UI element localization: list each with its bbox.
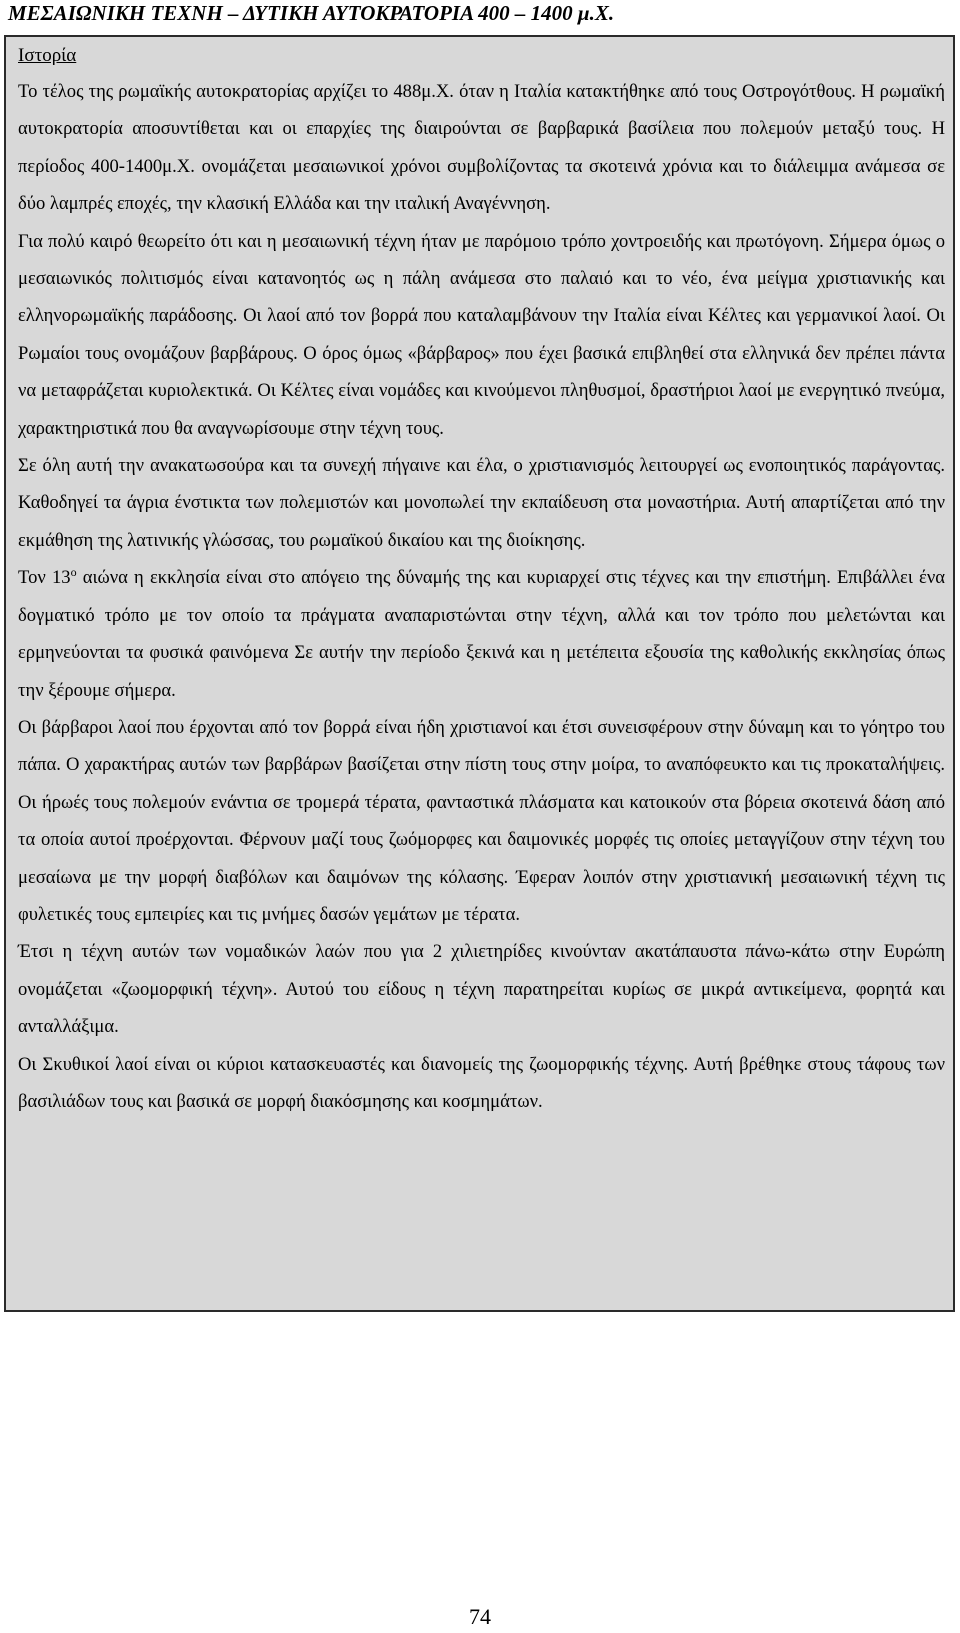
paragraph-1: Το τέλος της ρωμαϊκής αυτοκρατορίας αρχίζει το 488μ.Χ. όταν η Ιταλία κατακτήθηκε από τους Οστρογότθους. Η ρωμαϊκή αυτοκρατορία αποσυντίθεται και οι επαρχίες της διαιρούνται σε βαρβαρικά βασίλεια που πολεμούν μεταξύ τους. Η περίοδος 400-1400μ.Χ. ονομάζεται μεσαιωνικοί χρόνοι συμβολίζοντας τα σκοτεινά χρόνια και το διάλειμμα ανάμεσα σε δύο λαμπρές εποχές, την κλασική Ελλάδα και την ιταλική Αναγέννηση. <box>18 81 945 215</box>
page-heading: ΜΕΣΑΙΩΝΙΚΗ ΤΕΧΝΗ – ΔΥΤΙΚΗ ΑΥΤΟΚΡΑΤΟΡΙΑ 400 – 1400 μ.Χ. <box>8 1 615 25</box>
paragraph-7: Οι Σκυθικοί λαοί είναι οι κύριοι κατασκευαστές και διανομείς της ζωομορφικής τέχνης. Αυτή βρέθηκε στους τάφους των βασιλιάδων τους και βασικά σε μορφή διακόσμησης και κοσμημάτων. <box>18 1053 945 1112</box>
paragraph-2: Για πολύ καιρό θεωρείτο ότι και η μεσαιωνική τέχνη ήταν με παρόμοιο τρόπο χοντροειδής και πρωτόγονη. Σήμερα όμως ο μεσαιωνικός πολιτισμός είναι κατανοητός ως η πάλη ανάμεσα στο παλαιό και το νέο, ένα μείγμα χριστιανικής και ελληνορωμαϊκής παράδοσης. Οι λαοί από τον βορρά που καταλαμβάνουν την Ιταλία είναι Κέλτες και γερμανικοί λαοί. Οι Ρωμαίοι τους ονομάζουν βαρβάρους. Ο όρος όμως «βάρβαρος» που έχει βασικά επιβληθεί στα ελληνικά δεν πρέπει πάντα να μεταφράζεται κυριολεκτικά. Οι Κέλτες είναι νομάδες και κινούμενοι πληθυσμοί, δραστήριοι λαοί με ενεργητικό πνεύμα, χαρακτηριστικά που θα αναγνωρίσουμε στην τέχνη τους. <box>18 230 945 439</box>
paragraph-5: Οι βάρβαροι λαοί που έρχονται από τον βορρά είναι ήδη χριστιανοί και έτσι συνεισφέρουν στην δύναμη και το γόητρο του πάπα. Ο χαρακτήρας αυτών των βαρβάρων βασίζεται στην πίστη τους στην μοίρα, το αναπόφευκτο και τις προκαταλήψεις. Οι ήρωές τους πολεμούν ενάντια σε τρομερά τέρατα, φανταστικά πλάσματα και κατοικούν στα βόρεια σκοτεινά δάση από τα οποία αυτοί προέρχονται. Φέρνουν μαζί τους ζωόμορφες και δαιμονικές μορφές τις οποίες μεταγγίζουν στην τέχνη του μεσαίωνα με την μορφή διαβόλων και δαιμόνων της κόλασης. Έφεραν λοιπόν στην χριστιανική μεσαιωνική τέχνη τις φυλετικές τους εμπειρίες και τις μνήμες δασών γεμάτων με τέρατα. <box>18 716 945 925</box>
paragraph-6: Έτσι η τέχνη αυτών των νομαδικών λαών που για 2 χιλιετηρίδες κινούνταν ακατάπαυστα πάνω-κάτω στην Ευρώπη ονομάζεται «ζωομορφική τέχνη». Αυτού του είδους η τέχνη παρατηρείται κυρίως σε μικρά αντικείμενα, φορητά και ανταλλάξιμα. <box>18 941 945 1038</box>
paragraph-4-rest: αιώνα η εκκλησία είναι στο απόγειο της δύναμής της και κυριαρχεί στις τέχνες και την επιστήμη. Επιβάλλει ένα δογματικό τρόπο με τον οποίο τα πράγματα αναπαριστώνται στην τέχνη, αλλά και τον τρόπο που μελετώνται και ερμηνεύονται τα φυσικά φαινόμενα Σε αυτήν την περίοδο ξεκινά και η μετέπειτα εξουσία της καθολικής εκκλησίας όπως την ξέρουμε σήμερα. <box>18 567 945 701</box>
paragraph-4 <box>18 559 945 709</box>
section-title: Ιστορία <box>18 45 77 66</box>
page-number: 74 <box>469 1604 491 1629</box>
paragraph-4-start: Τον 13 <box>18 567 71 589</box>
content-box <box>4 35 955 1312</box>
ordinal-superscript: ο <box>70 565 77 580</box>
paragraph-3: Σε όλη αυτή την ανακατωσούρα και τα συνεχή πήγαινε και έλα, ο χριστιανισμός λειτουργεί ως ενοποιητικός παράγοντας. Καθοδηγεί τα άγρια ένστικτα των πολεμιστών και μονοπωλεί την εκπαίδευση στα μοναστήρια. Αυτή απαρτίζεται από την εκμάθηση της λατινικής γλώσσας, του ρωμαϊκού δικαίου και της διοίκησης. <box>18 455 945 551</box>
